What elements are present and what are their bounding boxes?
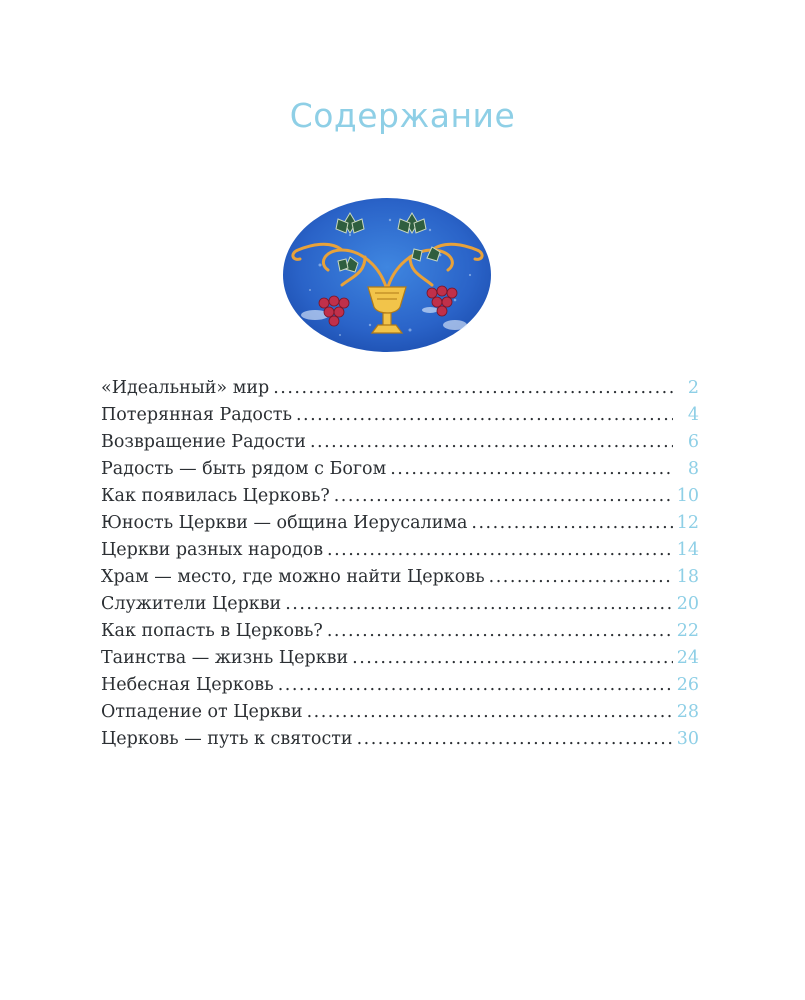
toc-page-number: 8: [687, 459, 699, 479]
toc-dot-leader: [310, 429, 673, 456]
toc-page-number: 10: [676, 486, 699, 506]
toc-entry[interactable]: [101, 726, 699, 753]
toc-entry[interactable]: [101, 375, 699, 402]
toc-page-number: 6: [687, 432, 699, 452]
toc-entry-title: Радость — быть рядом с Богом: [101, 459, 387, 479]
toc-entry[interactable]: [101, 564, 699, 591]
toc-entry-title: Возвращение Радости: [101, 432, 306, 452]
toc-entry-title: Таинства — жизнь Церкви: [101, 648, 349, 668]
toc-dot-leader: [471, 510, 672, 537]
toc-entry-title: Как попасть в Церковь?: [101, 621, 323, 641]
toc-page-number: 4: [687, 405, 699, 425]
toc-dot-leader: [296, 402, 673, 429]
table-of-contents: [101, 375, 699, 753]
toc-page-number: 20: [676, 594, 699, 614]
toc-entry-title: Юность Церкви — община Иерусалима: [101, 513, 468, 533]
toc-entry-title: Церкви разных народов: [101, 540, 324, 560]
toc-dot-leader: [489, 564, 673, 591]
toc-entry[interactable]: [101, 483, 699, 510]
toc-dot-leader: [334, 483, 673, 510]
toc-page-number: 28: [676, 702, 699, 722]
toc-entry-title: Потерянная Радость: [101, 405, 292, 425]
toc-dot-leader: [307, 699, 673, 726]
toc-dot-leader: [357, 726, 673, 753]
toc-entry[interactable]: [101, 618, 699, 645]
toc-entry-title: Небесная Церковь: [101, 675, 274, 695]
toc-entry-title: «Идеальный» мир: [101, 378, 270, 398]
toc-entry-title: Храм — место, где можно найти Церковь: [101, 567, 485, 587]
chalice-with-grapevine-emblem-icon: [280, 195, 495, 355]
toc-dot-leader: [327, 618, 673, 645]
toc-entry[interactable]: [101, 510, 699, 537]
toc-page-number: 22: [676, 621, 699, 641]
toc-entry[interactable]: [101, 699, 699, 726]
toc-page-number: 18: [676, 567, 699, 587]
toc-entry-title: Как появилась Церковь?: [101, 486, 330, 506]
toc-entry[interactable]: [101, 672, 699, 699]
toc-dot-leader: [390, 456, 673, 483]
toc-entry[interactable]: [101, 456, 699, 483]
toc-page-number: 26: [676, 675, 699, 695]
toc-dot-leader: [327, 537, 673, 564]
toc-page-number: 2: [687, 378, 699, 398]
toc-dot-leader: [352, 645, 673, 672]
toc-dot-leader: [273, 375, 673, 402]
toc-page-number: 30: [676, 729, 699, 749]
toc-dot-leader: [278, 672, 673, 699]
toc-entry[interactable]: [101, 537, 699, 564]
toc-entry[interactable]: [101, 645, 699, 672]
page-title: Содержание: [289, 96, 516, 135]
toc-entry-title: Служители Церкви: [101, 594, 282, 614]
toc-dot-leader: [285, 591, 672, 618]
toc-entry[interactable]: [101, 429, 699, 456]
toc-entry-title: Церковь — путь к святости: [101, 729, 353, 749]
toc-page-number: 12: [676, 513, 699, 533]
toc-entry[interactable]: [101, 591, 699, 618]
toc-page-number: 24: [676, 648, 699, 668]
toc-entry[interactable]: [101, 402, 699, 429]
toc-entry-title: Отпадение от Церкви: [101, 702, 303, 722]
toc-page-number: 14: [676, 540, 699, 560]
